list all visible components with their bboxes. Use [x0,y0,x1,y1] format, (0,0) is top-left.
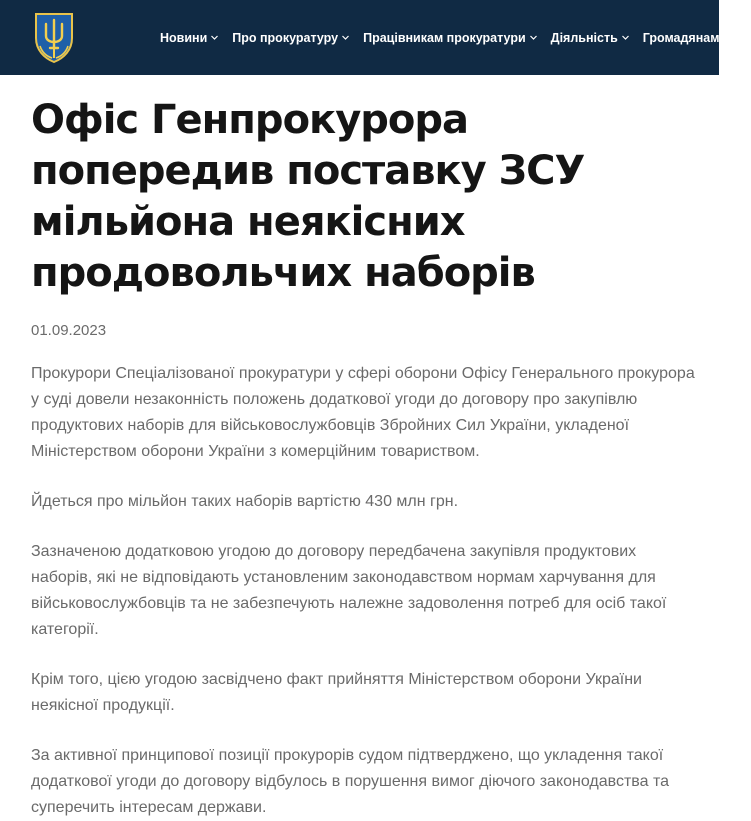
paragraph-line: додаткової угоди до договору відбулось в порушення вимог діючого законодавства та [31,773,670,790]
article-paragraph [31,489,751,515]
paragraph-line: Міністерством оборони України з комерційним товариством. [31,443,480,460]
nav-item-label: Діяльність [550,30,618,45]
paragraph-line: Прокурори Спеціалізованої прокуратури у сфері оборони Офісу Генерального прокурора [31,365,695,382]
article-paragraph [31,743,751,821]
chevron-down-icon [621,33,630,42]
chevron-down-icon [341,33,350,42]
chevron-down-icon [529,33,538,42]
paragraph-line: наборів, які не відповідають установленим законодавством нормам харчування для [31,569,656,586]
title-line: мільйона неякісних [31,199,465,245]
nav-item-activity[interactable] [551,31,630,45]
article-paragraph [31,667,751,719]
prosecutor-logo-icon[interactable] [32,12,76,64]
article [0,75,719,821]
title-line: Офіс Генпрокурора [31,97,469,143]
title-line: продовольчих наборів [31,250,535,296]
paragraph-line: категорії. [31,621,99,638]
paragraph-line: суперечить інтересам держави. [31,799,267,816]
nav-item-label: Про прокуратуру [232,30,339,45]
nav-item-label: Громадянам [642,30,720,45]
article-body [31,361,751,821]
paragraph-line: Йдеться про мільйон таких наборів вартістю 430 млн грн. [31,493,459,510]
paragraph-line: За активної принципової позиції прокурорів судом підтверджено, що укладення такої [31,747,664,764]
article-title [31,75,671,299]
paragraph-line: Крім того, цією угодою засвідчено факт прийняття Міністерством оборони України [31,671,642,688]
publication-date: 01.09.2023 [31,322,107,339]
paragraph-line: у суді довели незаконність положень додаткової угоди до договору про закупівлю [31,391,638,408]
paragraph-line: військовослужбовців та не забезпечують належне задоволення потреб для осіб такої [31,595,667,612]
nav-item-citizens[interactable] [643,31,732,45]
paragraph-line: Зазначеною додатковою угодою до договору передбачена закупівля продуктових [31,543,637,560]
nav-item-label: Новини [160,30,208,45]
chevron-down-icon [210,33,219,42]
title-line: попередив поставку ЗСУ [31,148,585,194]
chevron-down-icon [722,33,731,42]
article-paragraph [31,539,751,643]
main-navigation [160,0,731,75]
nav-item-about[interactable] [232,31,350,45]
nav-item-news[interactable] [160,31,219,45]
paragraph-line: продуктових наборів для військовослужбовців Збройних Сил України, укладеної [31,417,630,434]
site-header [0,0,719,75]
article-paragraph [31,361,751,465]
nav-item-employees[interactable] [363,31,538,45]
paragraph-line: неякісної продукції. [31,697,175,714]
nav-item-label: Працівникам прокуратури [363,30,526,45]
